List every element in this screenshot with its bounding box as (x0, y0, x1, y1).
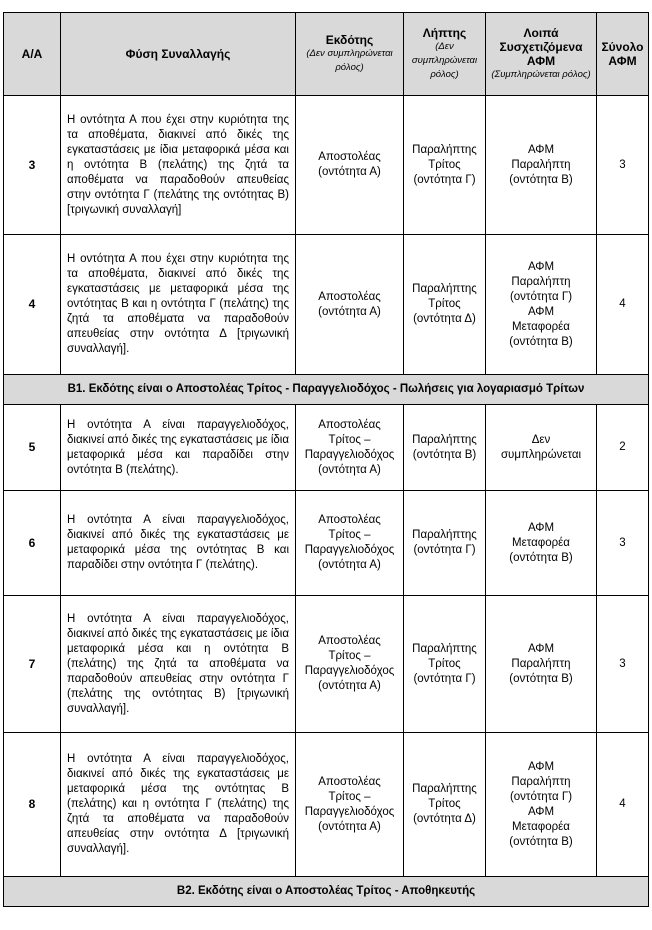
row-total-afm: 4 (597, 235, 649, 375)
row-issuer: Αποστολέας (οντότητα Α) (296, 235, 404, 375)
row-issuer: Αποστολέας Τρίτος – Παραγγελιοδόχος (οντότητα Α) (296, 596, 404, 733)
table-row (4, 491, 649, 596)
row-number: 7 (4, 596, 61, 733)
row-total-afm: 3 (597, 596, 649, 733)
row-recipient: Παραλήπτης Τρίτος (οντότητα Δ) (404, 733, 486, 877)
table-row (4, 733, 649, 877)
row-description: Η οντότητα Α που έχει στην κυριότητα της τα αποθέματα, διακινεί από δικές της εγκαταστάσεις με ίδια μεταφορικά μέσα και η οντότητα Β (πελάτης) της ζητά τα αποθέματα να παραδοθούν απευθείας στην οντότητα Γ (πελάτης της οντότητας Β) [τριγωνική συναλλαγή] (61, 96, 296, 235)
row-issuer: Αποστολέας (οντότητα Α) (296, 96, 404, 235)
row-description: Η οντότητα Α είναι παραγγελιοδόχος, διακινεί από δικές της εγκαταστάσεις με μεταφορικά μέσα της οντότητας Β και παραδίδει στην οντότητα Γ (πελάτης). (61, 491, 296, 596)
row-recipient: Παραλήπτης Τρίτος (οντότητα Δ) (404, 235, 486, 375)
row-recipient: Παραλήπτης Τρίτος (οντότητα Γ) (404, 596, 486, 733)
header-recipient: Λήπτης (Δεν συμπληρώνεται ρόλος) (404, 13, 486, 96)
row-number: 8 (4, 733, 61, 877)
row-other-afm: ΑΦΜ Παραλήπτη (οντότητα Γ) ΑΦΜ Μεταφορέα (οντότητα Β) (486, 235, 597, 375)
row-number: 6 (4, 491, 61, 596)
header-recipient-note: (Δεν συμπληρώνεται ρόλος) (411, 41, 478, 80)
row-issuer: Αποστολέας Τρίτος – Παραγγελιοδόχος (οντότητα Α) (296, 491, 404, 596)
row-issuer: Αποστολέας Τρίτος – Παραγγελιοδόχος (οντότητα Α) (296, 405, 404, 491)
row-total-afm: 3 (597, 96, 649, 235)
row-description: Η οντότητα Α είναι παραγγελιοδόχος, διακινεί από δικές της εγκαταστάσεις με μεταφορικά μέσα της οντότητας Β (πελάτης) και η οντότητα Γ (πελάτης) της ζητά τα αποθέματα να παραδοθούν απευθείας στην οντότητα Δ [τριγωνική συναλλαγή]. (61, 733, 296, 877)
section-title-b2: Β2. Εκδότης είναι ο Αποστολέας Τρίτος - Αποθηκευτής (4, 877, 649, 907)
header-other-afm: Λοιπά Συσχετιζόμενα ΑΦΜ (Συμπληρώνεται ρόλος) (486, 13, 597, 96)
table-row (4, 96, 649, 235)
row-other-afm: Δεν συμπληρώνεται (486, 405, 597, 491)
row-description: Η οντότητα Α είναι παραγγελιοδόχος, διακινεί από δικές της εγκαταστάσεις με ίδια μεταφορικά μέσα και παραδίδει στην οντότητα Β (πελάτης). (61, 405, 296, 491)
header-other-afm-note: (Συμπληρώνεται ρόλος) (491, 69, 591, 80)
row-other-afm: ΑΦΜ Μεταφορέα (οντότητα Β) (486, 491, 597, 596)
row-recipient: Παραλήπτης (οντότητα Γ) (404, 491, 486, 596)
section-row (4, 375, 649, 405)
row-other-afm: ΑΦΜ Παραλήπτη (οντότητα Γ) ΑΦΜ Μεταφορέα (οντότητα Β) (486, 733, 597, 877)
row-number: 3 (4, 96, 61, 235)
row-total-afm: 3 (597, 491, 649, 596)
row-description: Η οντότητα Α είναι παραγγελιοδόχος, διακινεί από δικές της εγκαταστάσεις με ίδια μεταφορικά μέσα και η οντότητα Β (πελάτης) της ζητά τα αποθέματα να παραδοθούν απευθείας στην οντότητα Γ (πελάτης της οντότητας Β) [τριγωνική συναλλαγή]. (61, 596, 296, 733)
row-number: 5 (4, 405, 61, 491)
section-title-b1: Β1. Εκδότης είναι ο Αποστολέας Τρίτος - Παραγγελιοδόχος - Πωλήσεις για λογαριασμό Τρίτων (4, 375, 649, 405)
row-number: 4 (4, 235, 61, 375)
header-nature: Φύση Συναλλαγής (61, 13, 296, 96)
header-aa: Α/Α (4, 13, 61, 96)
row-other-afm: ΑΦΜ Παραλήπτη (οντότητα Β) (486, 96, 597, 235)
section-row (4, 877, 649, 907)
header-issuer: Εκδότης (Δεν συμπληρώνεται ρόλος) (296, 13, 404, 96)
row-issuer: Αποστολέας Τρίτος – Παραγγελιοδόχος (οντότητα Α) (296, 733, 404, 877)
row-total-afm: 2 (597, 405, 649, 491)
table-row (4, 596, 649, 733)
table-row (4, 235, 649, 375)
row-recipient: Παραλήπτης (οντότητα Β) (404, 405, 486, 491)
header-row (4, 13, 649, 96)
header-issuer-note: (Δεν συμπληρώνεται ρόλος) (306, 48, 393, 73)
row-total-afm: 4 (597, 733, 649, 877)
row-other-afm: ΑΦΜ Παραλήπτη (οντότητα Β) (486, 596, 597, 733)
transactions-table (3, 12, 649, 907)
row-description: Η οντότητα Α που έχει στην κυριότητα της τα αποθέματα, διακινεί από δικές της εγκαταστάσεις με μεταφορικά μέσα της οντότητας Β και η οντότητα Γ (πελάτης) της ζητά τα αποθέματα να παραδοθούν απευθείας στην οντότητα Δ [τριγωνική συναλλαγή]. (61, 235, 296, 375)
row-recipient: Παραλήπτης Τρίτος (οντότητα Γ) (404, 96, 486, 235)
table-row (4, 405, 649, 491)
header-total-afm: Σύνολο ΑΦΜ (597, 13, 649, 96)
